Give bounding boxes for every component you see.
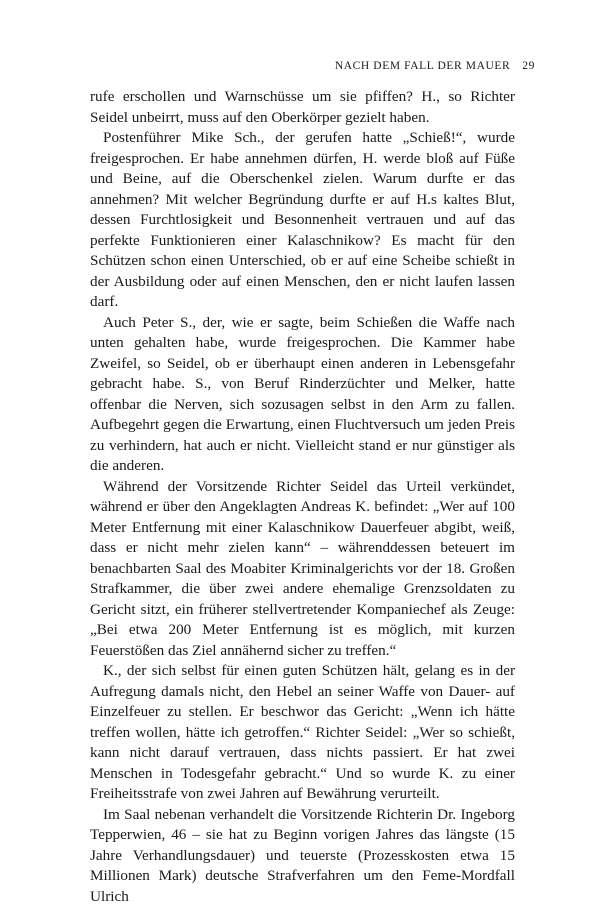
- paragraph: Postenführer Mike Sch., der gerufen hatte „Schieß!“, wurde freigesprochen. Er habe annehmen dürfen, H. werde bloß auf Füße und Beine, auf die Oberschenkel zielen. Warum durfte er das annehmen? Mit welcher Begründung durfte er auf H.s kaltes Blut, dessen Furchtlosigkeit und Besonnenheit vertrauen und auf das perfekte Funktionieren einer Kalaschnikow? Es macht für den Schützen schon einen Unterschied, ob er auf eine Scheibe schießt in der Ausbildung oder auf einen Menschen, den er nicht laufen lassen darf.: [90, 128, 515, 313]
- paragraph: Im Saal nebenan verhandelt die Vorsitzende Richterin Dr. Ingeborg Tepperwien, 46 – sie hat zu Beginn vorigen Jahres das längste (15 Jahre Verhandlungsdauer) und teuerste (Prozesskosten etwa 15 Millionen Mark) deutsche Strafverfahren um den Feme-Mordfall Ulrich: [90, 805, 515, 907]
- body-text: [90, 87, 515, 907]
- paragraph: Auch Peter S., der, wie er sagte, beim Schießen die Waffe nach unten gehalten habe, wurde freigesprochen. Die Kammer habe Zweifel, so Seidel, ob er überhaupt einen anderen in Lebensgefahr gebracht habe. S., von Beruf Rinderzüchter und Melker, hatte offenbar die Nerven, sich sozusagen selbst in den Arm zu fallen. Aufbegehrt gegen die Erwartung, einen Fluchtversuch um jeden Preis zu verhindern, hat auch er nicht. Vielleicht stand er nur günstiger als die anderen.: [90, 313, 515, 477]
- running-title: NACH DEM FALL DER MAUER: [335, 60, 510, 72]
- paragraph: Während der Vorsitzende Richter Seidel das Urteil verkündet, während er über den Angeklagten Andreas K. befindet: „Wer auf 100 Meter Entfernung mit einer Kalaschnikow Dauerfeuer abgibt, weiß, dass er nicht mehr zielen kann“ – währenddessen beteuert im benachbarten Saal des Moabiter Kriminalgerichts vor der 18. Großen Strafkammer, die über zwei andere ehemalige Grenzsoldaten zu Gericht sitzt, ein früherer stellvertretender Kompaniechef als Zeuge: „Bei etwa 200 Meter Entfernung ist es möglich, mit kurzen Feuerstößen das Ziel annähernd sicher zu treffen.“: [90, 477, 515, 662]
- paragraph: K., der sich selbst für einen guten Schützen hält, gelang es in der Aufregung damals nicht, den Hebel an seiner Waffe von Dauer- auf Einzelfeuer zu stellen. Er beschwor das Gericht: „Wenn ich hätte treffen wollen, hätte ich getroffen.“ Richter Seidel: „Wer so schießt, kann nicht darauf vertrauen, dass nichts passiert. Er hat zwei Menschen in Todesgefahr gebracht.“ Und so wurde K. zu einer Freiheitsstrafe von zwei Jahren auf Bewährung verurteilt.: [90, 661, 515, 805]
- page-number: 29: [522, 60, 535, 72]
- paragraph: rufe erschollen und Warnschüsse um sie pfiffen? H., so Richter Seidel unbeirrt, muss auf den Oberkörper gezielt haben.: [90, 87, 515, 128]
- running-header: [335, 60, 535, 72]
